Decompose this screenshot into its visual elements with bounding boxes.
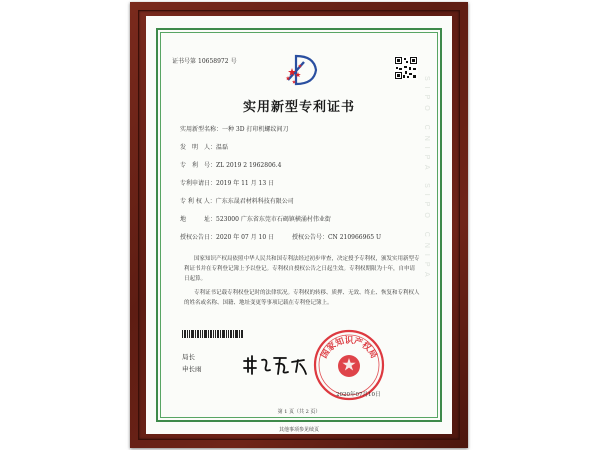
field-label: 实用新型名称： — [180, 126, 223, 133]
certificate-number-label: 证书号第 — [172, 58, 197, 65]
field-inventor — [180, 142, 228, 151]
bureau-director-name: 申长雨 — [182, 365, 202, 373]
certificate-title: 实用新型专利证书 — [242, 100, 355, 115]
statement-paragraph-1: 国家知识产权局依照中华人民共和国专利法经过初步审查，决定授予专利权，颁发实用新型专利证书并在专利登记簿上予以登记。专利权自授权公告之日起生效。专利权期限为十年，自申请日起算。 — [184, 256, 420, 282]
field-patentee — [180, 196, 294, 205]
field-value: CN 210966965 U — [327, 234, 382, 241]
field-value: 523000 广东省东莞市石碣镇横涌村伟业街 — [216, 216, 331, 223]
field-value: 2019 年 11 月 13 日 — [216, 180, 275, 187]
field-value: 2020 年 07 月 10 日 — [216, 234, 275, 241]
field-label: 地 址： — [180, 216, 217, 223]
footer-note: 其他事项参见续页 — [278, 427, 319, 433]
bureau-director-title: 局长 — [182, 353, 195, 361]
seal-date: 2020年07月10日 — [336, 392, 381, 398]
watermark-text: SIPO CNIPA SIPO CNIPA — [423, 76, 430, 283]
field-application-date — [180, 178, 274, 187]
field-label: 授权公告日： — [180, 234, 217, 241]
field-grant-date — [180, 232, 381, 241]
certificate-number — [172, 56, 239, 65]
field-label: 专利申请日： — [180, 180, 217, 187]
field-address — [180, 214, 331, 223]
field-label: 发 明 人： — [180, 144, 217, 151]
barcode-icon — [182, 330, 244, 338]
certificate-paper — [146, 16, 452, 434]
field-value: 广东东晟君材料科技有限公司 — [215, 198, 294, 205]
field-value: ZL 2019 2 1962806.4 — [216, 162, 282, 169]
qr-code-icon — [394, 56, 418, 80]
field-label: 专 利 权 人： — [180, 198, 216, 205]
seal-text: 国家知识产权局 — [319, 336, 379, 361]
field-label: 专 利 号： — [180, 162, 217, 169]
field-utility-name — [180, 124, 288, 133]
page-info: 第 1 页（共 2 页） — [277, 409, 321, 415]
certificate-number-value: 10658972 — [198, 58, 229, 65]
field-patent-number — [180, 160, 281, 169]
statement-paragraph-2: 专利证书记载专利权登记时的法律状况。专利权的转移、质押、无效、终止、恢复和专利权人的姓名或名称、国籍、地址变更等事项记载在专利登记簿上。 — [184, 290, 420, 306]
field-label: 授权公告号： — [291, 234, 328, 241]
field-value: 一种 3D 打印机螺纹间刀 — [222, 126, 289, 133]
cnipa-logo-icon — [284, 54, 320, 88]
field-value: 温磊 — [216, 144, 229, 151]
director-signature — [242, 352, 322, 378]
certificate-number-suffix: 号 — [230, 58, 237, 65]
